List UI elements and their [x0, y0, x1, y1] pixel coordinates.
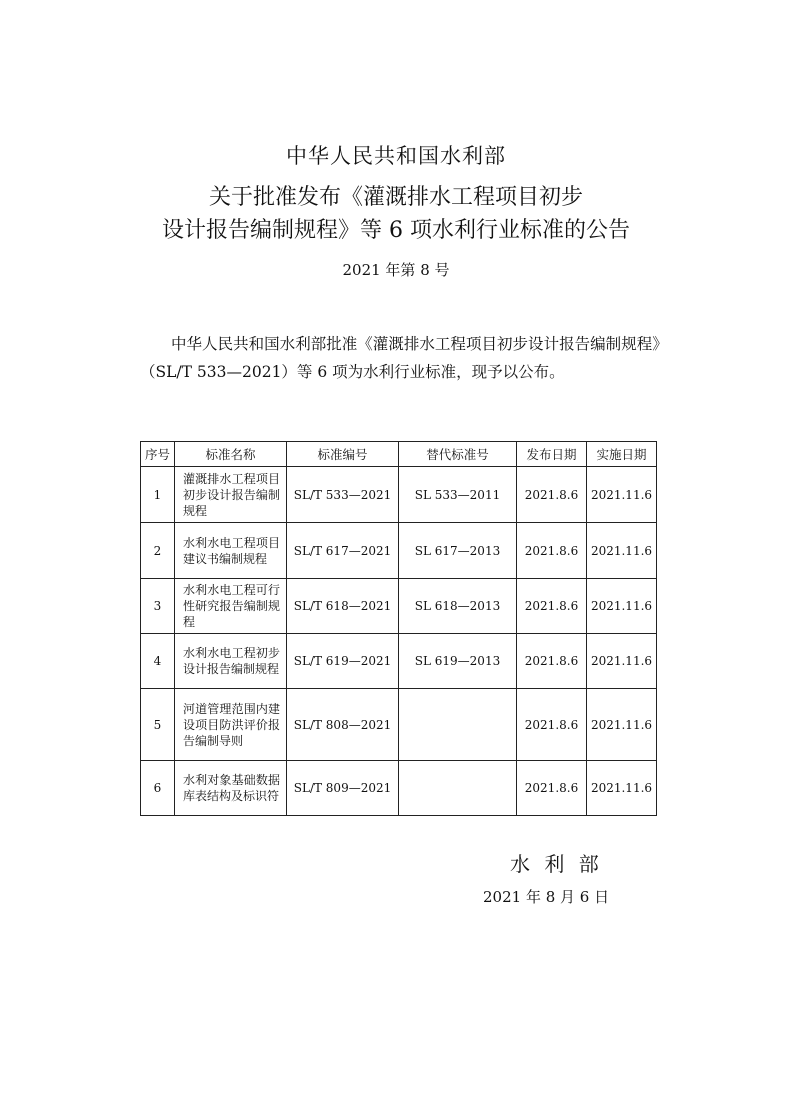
issuing-ministry: 中华人民共和国水利部: [286, 144, 506, 168]
cell-effective: 2021.11.6: [587, 761, 657, 816]
cell-no: 6: [141, 761, 175, 816]
announcement-body: 中华人民共和国水利部批准《灌溉排水工程项目初步设计报告编制规程》（SL/T 533—2021）等 6 项为水利行业标准，现予以公布。: [140, 335, 660, 381]
cell-no: 2: [141, 523, 175, 579]
cell-name: 河道管理范围内建设项目防洪评价报告编制导则: [175, 689, 287, 761]
cell-effective: 2021.11.6: [587, 634, 657, 689]
cell-name: 水利对象基础数据库表结构及标识符: [175, 761, 287, 816]
cell-code: SL/T 808—2021: [287, 689, 399, 761]
cell-replaces: SL 533—2011: [399, 467, 517, 523]
header-name: 标准名称: [175, 442, 287, 467]
title-line-2: 设计报告编制规程》等 6 项水利行业标准的公告: [162, 218, 630, 243]
cell-no: 4: [141, 634, 175, 689]
cell-published: 2021.8.6: [517, 761, 587, 816]
cell-published: 2021.8.6: [517, 467, 587, 523]
cell-replaces: SL 618—2013: [399, 579, 517, 634]
cell-code: SL/T 617—2021: [287, 523, 399, 579]
announcement-title: [0, 181, 792, 247]
header-published: 发布日期: [517, 442, 587, 467]
table-row: [141, 579, 657, 634]
cell-published: 2021.8.6: [517, 523, 587, 579]
cell-no: 5: [141, 689, 175, 761]
cell-code: SL/T 618—2021: [287, 579, 399, 634]
cell-published: 2021.8.6: [517, 634, 587, 689]
table-row: [141, 523, 657, 579]
cell-code: SL/T 619—2021: [287, 634, 399, 689]
cell-code: SL/T 809—2021: [287, 761, 399, 816]
cell-no: 3: [141, 579, 175, 634]
cell-replaces: SL 617—2013: [399, 523, 517, 579]
cell-effective: 2021.11.6: [587, 467, 657, 523]
header-no: 序号: [141, 442, 175, 467]
cell-code: SL/T 533—2021: [287, 467, 399, 523]
header-effective: 实施日期: [587, 442, 657, 467]
table-row: [141, 467, 657, 523]
cell-no: 1: [141, 467, 175, 523]
signature-ministry: 水 利 部: [510, 852, 603, 876]
cell-effective: 2021.11.6: [587, 523, 657, 579]
cell-published: 2021.8.6: [517, 689, 587, 761]
cell-published: 2021.8.6: [517, 579, 587, 634]
cell-name: 水利水电工程可行性研究报告编制规程: [175, 579, 287, 634]
signature-date: 2021 年 8 月 6 日: [483, 888, 610, 906]
cell-replaces: SL 619—2013: [399, 634, 517, 689]
cell-effective: 2021.11.6: [587, 689, 657, 761]
table-row: [141, 761, 657, 816]
header-code: 标准编号: [287, 442, 399, 467]
cell-replaces: [399, 689, 517, 761]
issue-number: 2021 年第 8 号: [342, 261, 450, 279]
cell-effective: 2021.11.6: [587, 579, 657, 634]
header-replaces: 替代标准号: [399, 442, 517, 467]
table-header-row: [141, 442, 657, 467]
table-row: [141, 689, 657, 761]
cell-name: 水利水电工程初步设计报告编制规程: [175, 634, 287, 689]
title-line-1: 关于批准发布《灌溉排水工程项目初步: [208, 185, 583, 210]
cell-name: 水利水电工程项目建议书编制规程: [175, 523, 287, 579]
table-row: [141, 634, 657, 689]
cell-name: 灌溉排水工程项目初步设计报告编制规程: [175, 467, 287, 523]
cell-replaces: [399, 761, 517, 816]
standards-table: [140, 441, 657, 816]
